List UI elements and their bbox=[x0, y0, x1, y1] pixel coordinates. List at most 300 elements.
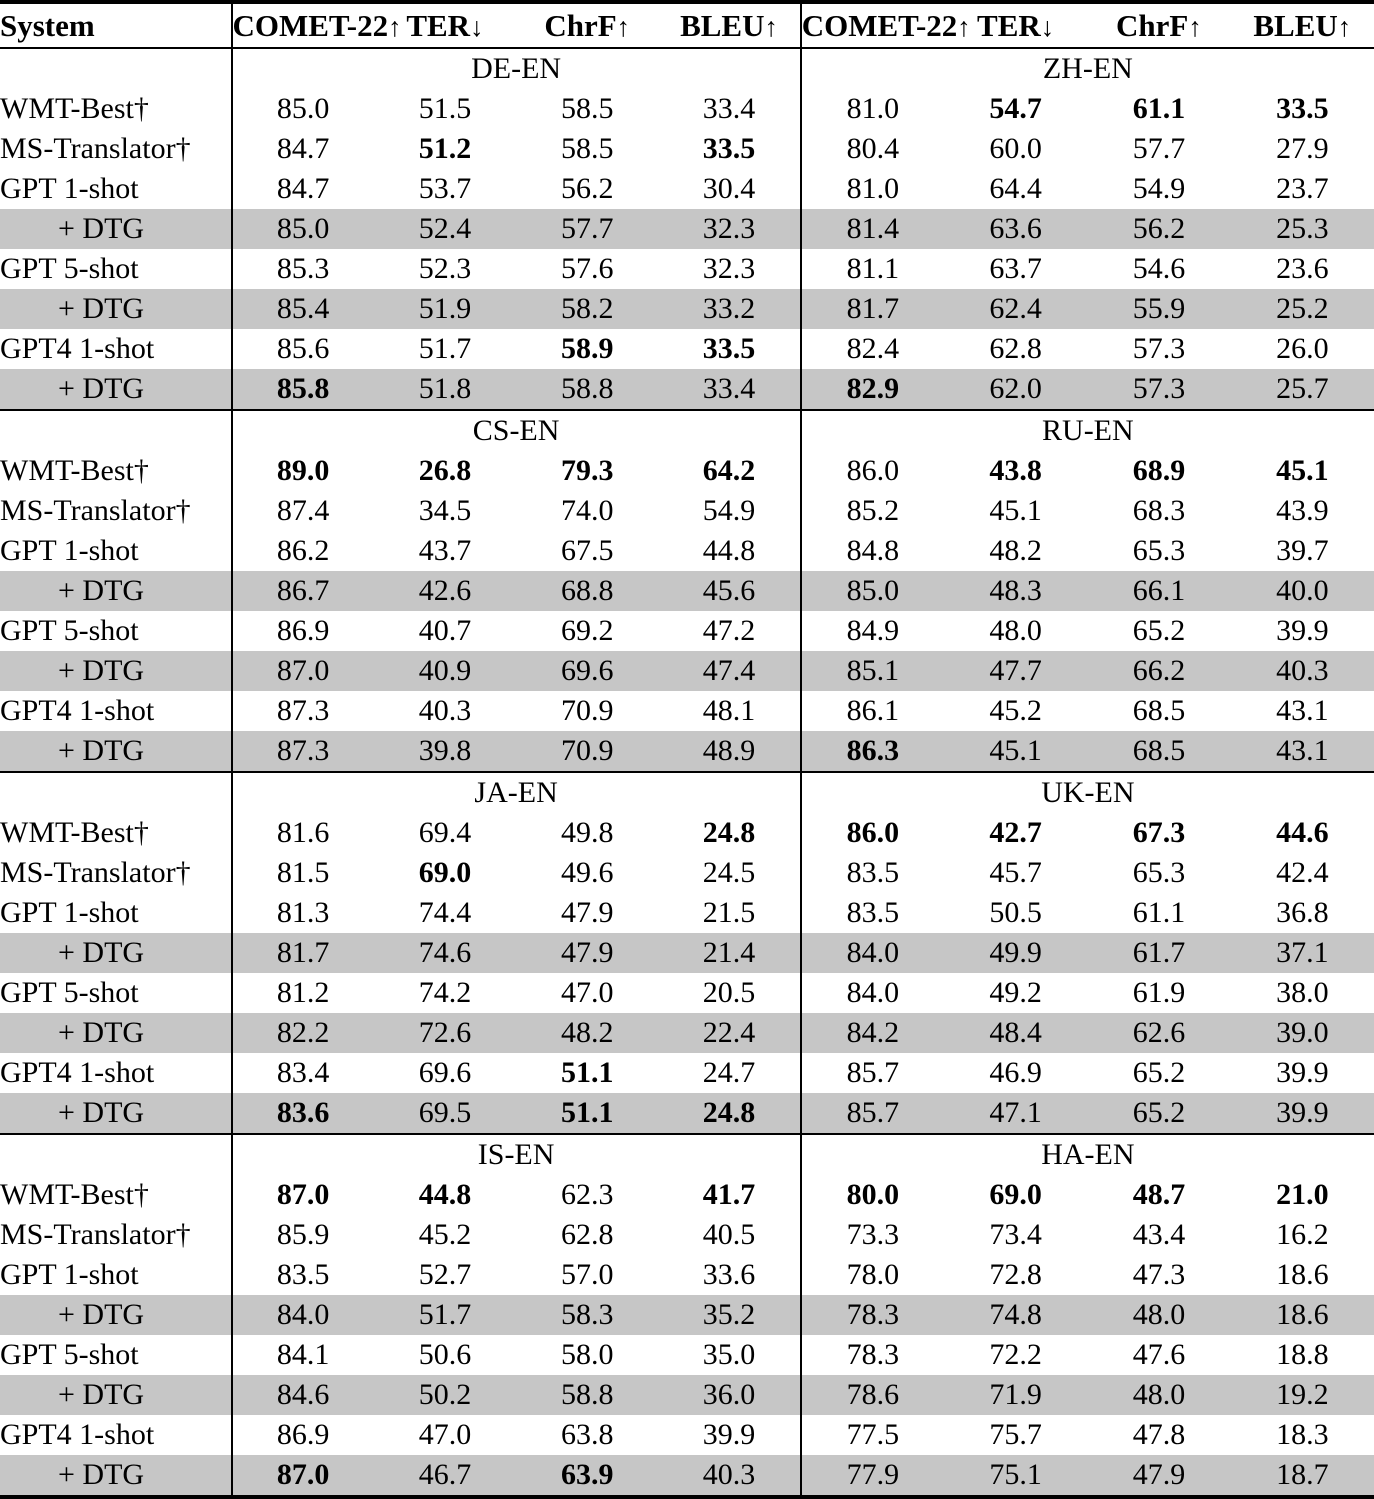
metric-cell: 69.0 bbox=[418, 856, 472, 889]
table-row bbox=[0, 1255, 1374, 1295]
metric-cell: 81.2 bbox=[232, 973, 374, 1013]
metric-cell: 69.5 bbox=[374, 1093, 516, 1134]
language-pair-left: CS-EN bbox=[232, 410, 801, 451]
metric-cell: 65.3 bbox=[1132, 856, 1186, 889]
metric-cell: 58.0 bbox=[560, 1338, 614, 1371]
metric-name: TER bbox=[406, 8, 471, 43]
metric-cell: 34.5 bbox=[418, 494, 472, 527]
metric-cell: 68.9 bbox=[1132, 454, 1186, 487]
metric-cell: 47.9 bbox=[560, 896, 614, 929]
language-row-spacer bbox=[0, 48, 232, 89]
language-pair-right: UK-EN bbox=[801, 772, 1374, 813]
metric-cell: 47.3 bbox=[1132, 1258, 1186, 1291]
metric-cell: 64.4 bbox=[989, 172, 1042, 205]
metric-cell: 67.3 bbox=[1132, 816, 1186, 849]
metric-cell: 48.1 bbox=[702, 694, 756, 727]
metric-name: COMET-22 bbox=[232, 8, 389, 43]
metric-cell: 84.8 bbox=[801, 531, 944, 571]
metric-cell: 63.7 bbox=[989, 252, 1042, 285]
metric-cell: 54.9 bbox=[1132, 172, 1186, 205]
language-pair-right: RU-EN bbox=[801, 410, 1374, 451]
table-row bbox=[0, 1093, 1374, 1134]
system-name-cell: + DTG bbox=[0, 571, 232, 611]
metric-cell: 81.7 bbox=[801, 289, 944, 329]
metric-cell: 57.6 bbox=[560, 252, 614, 285]
metric-cell: 43.1 bbox=[1276, 694, 1329, 727]
metric-cell: 81.5 bbox=[232, 853, 374, 893]
metric-cell: 18.3 bbox=[1276, 1418, 1329, 1451]
metric-cell: 73.4 bbox=[989, 1218, 1042, 1251]
system-name-cell: + DTG bbox=[0, 1455, 232, 1497]
table-row bbox=[0, 369, 1374, 410]
metric-cell: 51.7 bbox=[418, 332, 472, 365]
metric-cell: 19.2 bbox=[1231, 1375, 1374, 1415]
metric-cell: 68.8 bbox=[516, 571, 658, 611]
metric-cell: 45.1 bbox=[944, 731, 1087, 772]
metric-cell: 51.1 bbox=[560, 1056, 614, 1089]
metric-cell: 24.7 bbox=[702, 1056, 756, 1089]
metric-cell: 72.6 bbox=[374, 1013, 516, 1053]
system-name-cell: WMT-Best† bbox=[0, 454, 149, 487]
metric-cell: 68.3 bbox=[1132, 494, 1186, 527]
metric-cell: 40.0 bbox=[1231, 571, 1374, 611]
metric-cell: 45.1 bbox=[989, 494, 1042, 527]
system-name-cell: GPT 1-shot bbox=[0, 172, 139, 205]
metric-cell: 83.5 bbox=[801, 853, 944, 893]
system-name-cell: GPT4 1-shot bbox=[0, 694, 155, 727]
metric-cell: 24.8 bbox=[702, 816, 756, 849]
metric-cell: 45.2 bbox=[989, 694, 1042, 727]
system-name-cell: WMT-Best† bbox=[0, 1178, 149, 1211]
metric-cell: 62.6 bbox=[1087, 1013, 1230, 1053]
metric-cell: 44.8 bbox=[418, 1178, 472, 1211]
column-header-chrf-right bbox=[1087, 2, 1230, 48]
column-header-system: System bbox=[0, 2, 232, 48]
system-name-cell: WMT-Best† bbox=[0, 816, 149, 849]
metric-cell: 18.8 bbox=[1276, 1338, 1329, 1371]
table-row bbox=[0, 1375, 1374, 1415]
metric-cell: 69.6 bbox=[516, 651, 658, 691]
metric-cell: 48.3 bbox=[944, 571, 1087, 611]
metric-cell: 72.2 bbox=[989, 1338, 1042, 1371]
metric-cell: 65.2 bbox=[1132, 1056, 1186, 1089]
metric-cell: 45.6 bbox=[658, 571, 800, 611]
arrow-up-icon: ↑ bbox=[957, 12, 971, 42]
metric-cell: 51.1 bbox=[516, 1093, 658, 1134]
language-row-spacer bbox=[0, 772, 232, 813]
system-name-cell: MS-Translator† bbox=[0, 494, 191, 527]
metric-cell: 84.7 bbox=[232, 169, 374, 209]
metric-cell: 84.7 bbox=[232, 129, 374, 169]
system-name-cell: + DTG bbox=[0, 209, 232, 249]
metric-cell: 33.4 bbox=[658, 369, 800, 410]
metric-cell: 39.7 bbox=[1276, 534, 1329, 567]
metric-cell: 54.6 bbox=[1132, 252, 1186, 285]
metric-cell: 56.2 bbox=[560, 172, 614, 205]
metric-cell: 85.7 bbox=[801, 1053, 944, 1093]
metric-cell: 51.7 bbox=[374, 1295, 516, 1335]
system-name-cell: + DTG bbox=[0, 1093, 232, 1134]
metric-cell: 58.3 bbox=[516, 1295, 658, 1335]
metric-cell: 66.2 bbox=[1087, 651, 1230, 691]
table-row bbox=[0, 933, 1374, 973]
metric-cell: 26.0 bbox=[1276, 332, 1329, 365]
system-name-cell: GPT4 1-shot bbox=[0, 1056, 155, 1089]
table-row bbox=[0, 1013, 1374, 1053]
metric-cell: 81.6 bbox=[232, 813, 374, 853]
metric-name: TER bbox=[977, 8, 1041, 43]
metric-cell: 25.7 bbox=[1231, 369, 1374, 410]
metric-cell: 25.2 bbox=[1231, 289, 1374, 329]
metric-cell: 22.4 bbox=[658, 1013, 800, 1053]
table-header bbox=[0, 2, 1374, 48]
metric-cell: 50.5 bbox=[989, 896, 1042, 929]
metric-cell: 86.3 bbox=[801, 731, 944, 772]
metric-cell: 87.3 bbox=[232, 731, 374, 772]
system-name-cell: WMT-Best† bbox=[0, 92, 149, 125]
metric-cell: 45.2 bbox=[418, 1218, 472, 1251]
metric-cell: 40.3 bbox=[1231, 651, 1374, 691]
system-name-cell: GPT 5-shot bbox=[0, 976, 139, 1009]
table-row bbox=[0, 1415, 1374, 1455]
system-name-cell: + DTG bbox=[0, 1295, 232, 1335]
language-pair-left: DE-EN bbox=[232, 48, 801, 89]
metric-cell: 56.2 bbox=[1087, 209, 1230, 249]
metric-cell: 81.4 bbox=[801, 209, 944, 249]
metric-cell: 48.7 bbox=[1132, 1178, 1186, 1211]
metric-cell: 18.6 bbox=[1231, 1295, 1374, 1335]
metric-cell: 87.0 bbox=[232, 1175, 374, 1215]
metric-cell: 62.4 bbox=[944, 289, 1087, 329]
system-name-cell: + DTG bbox=[0, 1013, 232, 1053]
metric-cell: 66.1 bbox=[1087, 571, 1230, 611]
metric-cell: 43.7 bbox=[418, 534, 472, 567]
table-row bbox=[0, 893, 1374, 933]
metric-cell: 86.0 bbox=[801, 813, 944, 853]
metric-cell: 86.2 bbox=[232, 531, 374, 571]
metric-cell: 44.8 bbox=[702, 534, 756, 567]
metric-cell: 43.9 bbox=[1276, 494, 1329, 527]
metric-cell: 33.2 bbox=[658, 289, 800, 329]
metric-cell: 64.2 bbox=[702, 454, 756, 487]
metric-cell: 40.3 bbox=[418, 694, 472, 727]
system-name-cell: GPT4 1-shot bbox=[0, 1418, 155, 1451]
metric-cell: 21.4 bbox=[658, 933, 800, 973]
metric-cell: 47.0 bbox=[560, 976, 614, 1009]
language-pair-row bbox=[0, 772, 1374, 813]
metric-cell: 62.8 bbox=[989, 332, 1042, 365]
metric-cell: 61.1 bbox=[1132, 92, 1186, 125]
metric-cell: 65.2 bbox=[1087, 1093, 1230, 1134]
metric-cell: 35.2 bbox=[658, 1295, 800, 1335]
language-pair-right: ZH-EN bbox=[801, 48, 1374, 89]
system-name-cell: MS-Translator† bbox=[0, 856, 191, 889]
metric-cell: 86.9 bbox=[232, 611, 374, 651]
metric-cell: 52.7 bbox=[418, 1258, 472, 1291]
metric-cell: 87.0 bbox=[232, 651, 374, 691]
metric-cell: 63.9 bbox=[516, 1455, 658, 1497]
metric-cell: 27.9 bbox=[1276, 132, 1329, 165]
metric-cell: 48.0 bbox=[1087, 1295, 1230, 1335]
table-row bbox=[0, 571, 1374, 611]
metric-cell: 48.0 bbox=[1087, 1375, 1230, 1415]
table-row bbox=[0, 451, 1374, 491]
column-header-bleu-left bbox=[658, 2, 800, 48]
metric-cell: 61.9 bbox=[1132, 976, 1186, 1009]
metric-cell: 87.3 bbox=[232, 691, 374, 731]
metric-cell: 83.5 bbox=[801, 893, 944, 933]
table-row bbox=[0, 813, 1374, 853]
metric-cell: 69.4 bbox=[418, 816, 472, 849]
metric-cell: 46.7 bbox=[374, 1455, 516, 1497]
table-row bbox=[0, 651, 1374, 691]
metric-cell: 67.5 bbox=[560, 534, 614, 567]
metric-cell: 84.1 bbox=[232, 1335, 374, 1375]
metric-cell: 57.7 bbox=[516, 209, 658, 249]
metric-cell: 58.2 bbox=[516, 289, 658, 329]
system-name-cell: GPT 1-shot bbox=[0, 1258, 139, 1291]
metric-cell: 69.0 bbox=[989, 1178, 1042, 1211]
metric-cell: 49.8 bbox=[560, 816, 614, 849]
metric-cell: 26.8 bbox=[418, 454, 472, 487]
metric-cell: 32.3 bbox=[702, 252, 756, 285]
metric-cell: 84.9 bbox=[801, 611, 944, 651]
metric-cell: 25.3 bbox=[1231, 209, 1374, 249]
system-name-cell: + DTG bbox=[0, 731, 232, 772]
metric-cell: 87.0 bbox=[232, 1455, 374, 1497]
metric-name: ChrF bbox=[1116, 8, 1189, 43]
metric-cell: 52.3 bbox=[418, 252, 472, 285]
metric-cell: 45.7 bbox=[989, 856, 1042, 889]
metric-cell: 85.7 bbox=[801, 1093, 944, 1134]
metric-cell: 33.6 bbox=[702, 1258, 756, 1291]
system-name-cell: + DTG bbox=[0, 651, 232, 691]
header-row bbox=[0, 2, 1374, 48]
metric-cell: 69.2 bbox=[560, 614, 614, 647]
metric-cell: 52.4 bbox=[374, 209, 516, 249]
language-row-spacer bbox=[0, 410, 232, 451]
arrow-down-icon: ↓ bbox=[470, 12, 484, 42]
arrow-up-icon: ↑ bbox=[616, 12, 631, 42]
metric-cell: 63.8 bbox=[560, 1418, 614, 1451]
metric-cell: 83.5 bbox=[232, 1255, 374, 1295]
metric-cell: 39.9 bbox=[1276, 1056, 1329, 1089]
metric-cell: 68.5 bbox=[1132, 694, 1186, 727]
system-name-cell: GPT 1-shot bbox=[0, 896, 139, 929]
table-row bbox=[0, 89, 1374, 129]
metric-cell: 41.7 bbox=[702, 1178, 756, 1211]
system-name-cell: GPT 1-shot bbox=[0, 534, 139, 567]
table-row bbox=[0, 973, 1374, 1013]
metric-cell: 47.2 bbox=[702, 614, 756, 647]
metric-cell: 85.6 bbox=[232, 329, 374, 369]
metric-cell: 87.4 bbox=[232, 491, 374, 531]
metric-cell: 54.7 bbox=[989, 92, 1042, 125]
metric-cell: 43.4 bbox=[1132, 1218, 1186, 1251]
metric-cell: 39.9 bbox=[702, 1418, 756, 1451]
metric-cell: 48.4 bbox=[944, 1013, 1087, 1053]
metric-cell: 81.7 bbox=[232, 933, 374, 973]
metric-cell: 24.8 bbox=[658, 1093, 800, 1134]
metric-cell: 36.0 bbox=[658, 1375, 800, 1415]
column-header-comet22-left bbox=[232, 2, 402, 48]
metric-cell: 51.9 bbox=[374, 289, 516, 329]
system-name-cell: + DTG bbox=[0, 289, 232, 329]
metric-cell: 46.9 bbox=[989, 1056, 1042, 1089]
metric-cell: 48.9 bbox=[658, 731, 800, 772]
table-row bbox=[0, 691, 1374, 731]
metric-name: BLEU bbox=[680, 8, 765, 43]
metric-cell: 47.9 bbox=[1087, 1455, 1230, 1497]
metric-cell: 40.9 bbox=[374, 651, 516, 691]
metric-cell: 50.6 bbox=[418, 1338, 472, 1371]
metric-name: COMET-22 bbox=[801, 8, 958, 43]
metric-cell: 48.2 bbox=[516, 1013, 658, 1053]
metric-cell: 37.1 bbox=[1231, 933, 1374, 973]
metric-cell: 85.2 bbox=[801, 491, 944, 531]
metric-cell: 85.3 bbox=[232, 249, 374, 289]
metric-cell: 73.3 bbox=[801, 1215, 944, 1255]
metric-cell: 40.7 bbox=[418, 614, 472, 647]
metric-cell: 33.5 bbox=[702, 332, 756, 365]
metric-cell: 39.8 bbox=[374, 731, 516, 772]
metric-cell: 71.9 bbox=[944, 1375, 1087, 1415]
metric-cell: 36.8 bbox=[1276, 896, 1329, 929]
arrow-down-icon: ↓ bbox=[1040, 12, 1055, 42]
metric-cell: 78.6 bbox=[801, 1375, 944, 1415]
metric-cell: 85.0 bbox=[801, 571, 944, 611]
metric-cell: 62.3 bbox=[560, 1178, 614, 1211]
metric-cell: 83.4 bbox=[232, 1053, 374, 1093]
metric-cell: 51.2 bbox=[418, 132, 472, 165]
metric-name: BLEU bbox=[1253, 8, 1338, 43]
metric-cell: 23.7 bbox=[1276, 172, 1329, 205]
metric-cell: 61.1 bbox=[1132, 896, 1186, 929]
metric-cell: 65.2 bbox=[1132, 614, 1186, 647]
table-row bbox=[0, 853, 1374, 893]
metric-cell: 21.0 bbox=[1276, 1178, 1329, 1211]
table-row bbox=[0, 731, 1374, 772]
metric-cell: 30.4 bbox=[702, 172, 756, 205]
language-row-spacer bbox=[0, 1134, 232, 1175]
language-pair-left: JA-EN bbox=[232, 772, 801, 813]
language-pair-row bbox=[0, 410, 1374, 451]
metric-cell: 57.3 bbox=[1132, 332, 1186, 365]
arrow-up-icon: ↑ bbox=[1188, 12, 1202, 42]
metric-cell: 82.9 bbox=[801, 369, 944, 410]
metric-cell: 86.7 bbox=[232, 571, 374, 611]
metric-cell: 33.5 bbox=[702, 132, 756, 165]
metric-cell: 70.9 bbox=[560, 694, 614, 727]
metric-cell: 63.6 bbox=[944, 209, 1087, 249]
table-row bbox=[0, 209, 1374, 249]
metric-cell: 85.0 bbox=[232, 209, 374, 249]
metric-cell: 16.2 bbox=[1276, 1218, 1329, 1251]
metric-cell: 38.0 bbox=[1276, 976, 1329, 1009]
table-row bbox=[0, 1053, 1374, 1093]
metric-cell: 74.4 bbox=[418, 896, 472, 929]
metric-cell: 47.9 bbox=[516, 933, 658, 973]
column-header-bleu-right bbox=[1231, 2, 1374, 48]
metric-cell: 81.0 bbox=[801, 169, 944, 209]
metric-cell: 55.9 bbox=[1087, 289, 1230, 329]
metric-cell: 78.0 bbox=[801, 1255, 944, 1295]
table-row bbox=[0, 531, 1374, 571]
metric-cell: 60.0 bbox=[989, 132, 1042, 165]
table-row bbox=[0, 1295, 1374, 1335]
table-row bbox=[0, 1175, 1374, 1215]
metric-cell: 89.0 bbox=[232, 451, 374, 491]
metric-cell: 44.6 bbox=[1276, 816, 1329, 849]
metric-cell: 43.1 bbox=[1231, 731, 1374, 772]
metric-cell: 82.2 bbox=[232, 1013, 374, 1053]
metric-cell: 58.8 bbox=[516, 369, 658, 410]
metric-cell: 78.3 bbox=[801, 1295, 944, 1335]
language-pair-left: IS-EN bbox=[232, 1134, 801, 1175]
metric-cell: 83.6 bbox=[232, 1093, 374, 1134]
metric-cell: 43.8 bbox=[989, 454, 1042, 487]
metric-cell: 58.8 bbox=[516, 1375, 658, 1415]
metric-name: ChrF bbox=[544, 8, 617, 43]
system-name-cell: + DTG bbox=[0, 933, 232, 973]
metric-cell: 81.1 bbox=[801, 249, 944, 289]
metric-cell: 47.1 bbox=[944, 1093, 1087, 1134]
metric-cell: 23.6 bbox=[1276, 252, 1329, 285]
system-name-cell: GPT 5-shot bbox=[0, 252, 139, 285]
metric-cell: 47.4 bbox=[658, 651, 800, 691]
metric-cell: 33.5 bbox=[1276, 92, 1329, 125]
metric-cell: 69.6 bbox=[418, 1056, 472, 1089]
metric-cell: 84.2 bbox=[801, 1013, 944, 1053]
metric-cell: 57.3 bbox=[1087, 369, 1230, 410]
metric-cell: 39.9 bbox=[1231, 1093, 1374, 1134]
system-name-cell: GPT4 1-shot bbox=[0, 332, 155, 365]
arrow-up-icon: ↑ bbox=[388, 12, 402, 42]
metric-cell: 84.6 bbox=[232, 1375, 374, 1415]
metric-cell: 81.0 bbox=[801, 89, 944, 129]
metric-cell: 86.9 bbox=[232, 1415, 374, 1455]
metric-cell: 45.1 bbox=[1276, 454, 1329, 487]
metric-cell: 51.8 bbox=[374, 369, 516, 410]
metric-cell: 54.9 bbox=[702, 494, 756, 527]
metric-cell: 85.9 bbox=[232, 1215, 374, 1255]
metric-cell: 81.3 bbox=[232, 893, 374, 933]
system-name-cell: MS-Translator† bbox=[0, 132, 191, 165]
metric-cell: 65.3 bbox=[1132, 534, 1186, 567]
metric-cell: 84.0 bbox=[801, 933, 944, 973]
metric-cell: 20.5 bbox=[702, 976, 756, 1009]
metric-cell: 42.4 bbox=[1276, 856, 1329, 889]
metric-cell: 42.7 bbox=[989, 816, 1042, 849]
metric-cell: 39.0 bbox=[1231, 1013, 1374, 1053]
metric-cell: 85.4 bbox=[232, 289, 374, 329]
metric-cell: 47.8 bbox=[1132, 1418, 1186, 1451]
table-row bbox=[0, 491, 1374, 531]
metric-cell: 18.7 bbox=[1231, 1455, 1374, 1497]
arrow-up-icon: ↑ bbox=[1337, 12, 1352, 42]
metric-cell: 58.5 bbox=[560, 132, 614, 165]
metric-cell: 62.8 bbox=[560, 1218, 614, 1251]
table-row bbox=[0, 289, 1374, 329]
metric-cell: 40.3 bbox=[658, 1455, 800, 1497]
metric-cell: 72.8 bbox=[989, 1258, 1042, 1291]
metric-cell: 74.2 bbox=[418, 976, 472, 1009]
table-row bbox=[0, 249, 1374, 289]
metric-cell: 33.4 bbox=[702, 92, 756, 125]
metric-cell: 68.5 bbox=[1087, 731, 1230, 772]
table-row bbox=[0, 1335, 1374, 1375]
system-name-cell: GPT 5-shot bbox=[0, 1338, 139, 1371]
